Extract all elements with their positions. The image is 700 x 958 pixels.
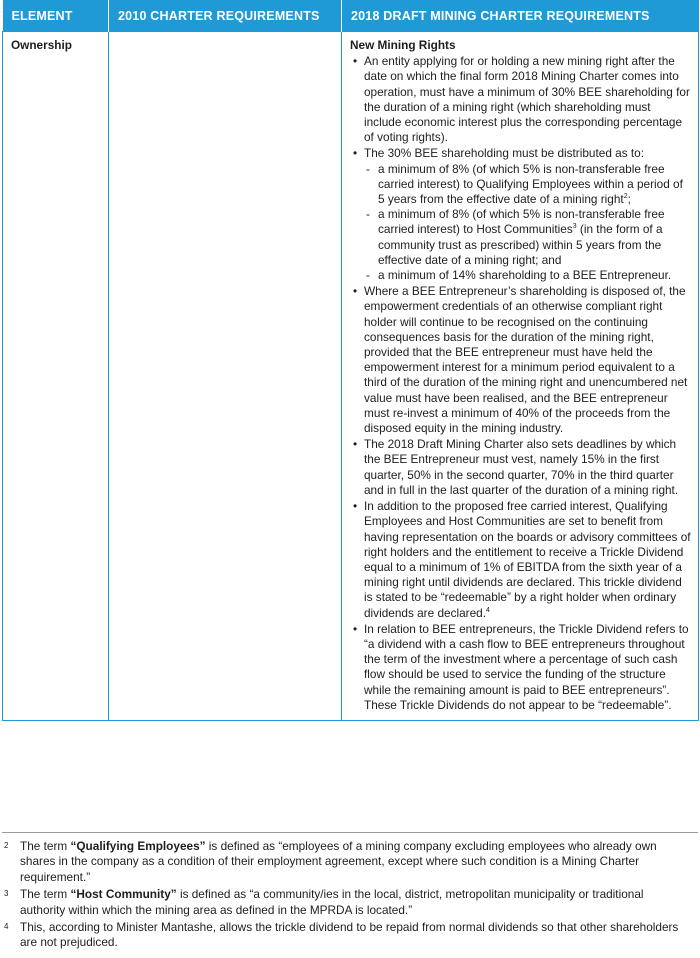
list-item-text: The 30% BEE shareholding must be distributed as to: xyxy=(364,146,645,161)
footnote-term: “Qualifying Employees” xyxy=(70,839,206,853)
sub-list-item: - a minimum of 14% shareholding to a BEE Entrepreneur. xyxy=(378,268,691,283)
footnote-text: The term xyxy=(20,839,71,853)
list-item: • Where a BEE Entrepreneur’s shareholding is disposed of, the empowerment credentials of an otherwise compliant right holder will continue to be recognised on the continuing consequences basis for the duration of the mining right, provided that the BEE entrepreneur must have held the empowerment interest for a minimum period equivalent to a third of the duration of the mining right and unencumbered net value must have been realised, and the BEE entrepreneur must re-invest a minimum of 40% of the proceeds from the disposed equity in the mining industry. xyxy=(364,284,691,436)
sub-item-end: ; xyxy=(627,192,631,207)
footnote-number: 2 xyxy=(4,841,9,850)
table-header-row xyxy=(3,0,699,32)
list-item: • An entity applying for or holding a new mining right after the date on which the final form 2018 Mining Charter comes into operation, must have a minimum of 30% BEE shareholding for the duration of a mining right (which shareholding must include economic interest plus the corresponding percentage of voting rights). xyxy=(364,54,691,145)
footnotes xyxy=(2,839,692,953)
footnote-definition: is defined as “a community/ies in the local, district, metropolitan municipality or traditional authority within which the mining area as defined in the MPRDA is located.” xyxy=(20,887,644,917)
sub-list-item xyxy=(378,162,691,208)
footnote-2 xyxy=(2,839,692,885)
list-item-text: In addition to the proposed free carried interest, Qualifying Employees and Host Communities are set to benefit from having representation on the boards or advisory committees of right holders and the entitlement to receive a Trickle Dividend equal to a minimum of 1% of EBITDA from the sixth year of a mining right until dividends are declared. This trickle dividend is stated to be “redeemable” by a right holder when ordinary dividends are declared. xyxy=(364,499,691,620)
footnote-definition: is defined as “employees of a mining company excluding employees who already own shares in the company as a condition of their employment agreement, except where such condition is a Mining Charter requirement.” xyxy=(20,839,657,884)
charter-comparison-table xyxy=(2,0,699,721)
footnote-term: “Host Community” xyxy=(70,887,177,902)
footnote-3 xyxy=(2,887,692,918)
sub-item-text: a minimum of 8% (of which 5% is non-transferable free carried interest) to Qualifying Employees within a period of 5 years from the effective date of a mining right xyxy=(378,161,683,207)
table-row xyxy=(3,32,699,721)
header-element: ELEMENT xyxy=(3,0,109,32)
header-2010-requirements: 2010 CHARTER REQUIREMENTS xyxy=(109,0,342,32)
footnote-text: The term xyxy=(20,887,71,902)
footnote-4 xyxy=(2,920,692,951)
list-item: • In relation to BEE entrepreneurs, the Trickle Dividend refers to “a dividend with a cash flow to BEE entrepreneurs throughout the term of the investment where a percentage of such cash flow should be used to service the funding of the structure while the remaining amount is paid to BEE entrepreneurs”. These Trickle Dividends do not appear to be “redeemable”. xyxy=(364,622,691,713)
footnote-text: This, according to Minister Mantashe, allows the trickle dividend to be repaid from normal dividends so that other shareholders are not prejudiced. xyxy=(20,920,679,950)
footnote-number: 3 xyxy=(4,889,9,899)
sub-item-text-cont: (in the form of a community trust as prescribed) within 5 years from the effective date of a mining right; and xyxy=(378,222,663,267)
section-title: New Mining Rights xyxy=(350,38,456,52)
cell-element: Ownership xyxy=(3,32,109,721)
requirements-list xyxy=(350,54,691,713)
footnote-number: 4 xyxy=(4,922,9,932)
footnote-ref: 2 xyxy=(623,193,628,201)
cell-2018 xyxy=(342,32,699,721)
header-2018-requirements: 2018 DRAFT MINING CHARTER REQUIREMENTS xyxy=(342,0,699,32)
list-item xyxy=(364,499,691,621)
footnote-ref: 4 xyxy=(485,606,490,614)
sub-item-text: a minimum of 8% (of which 5% is non-transferable free carried interest) to Host Communities xyxy=(378,207,665,237)
sub-list-item xyxy=(378,207,691,268)
list-item xyxy=(364,146,691,283)
distribution-sublist xyxy=(364,162,691,284)
footnote-ref: 3 xyxy=(572,223,577,231)
footnote-divider xyxy=(2,832,698,833)
list-item: • The 2018 Draft Mining Charter also sets deadlines by which the BEE Entrepreneur must vest, namely 15% in the first quarter, 50% in the second quarter, 70% in the third quarter and in full in the last quarter of the duration of a mining right. xyxy=(364,437,691,498)
cell-2010 xyxy=(109,32,342,721)
